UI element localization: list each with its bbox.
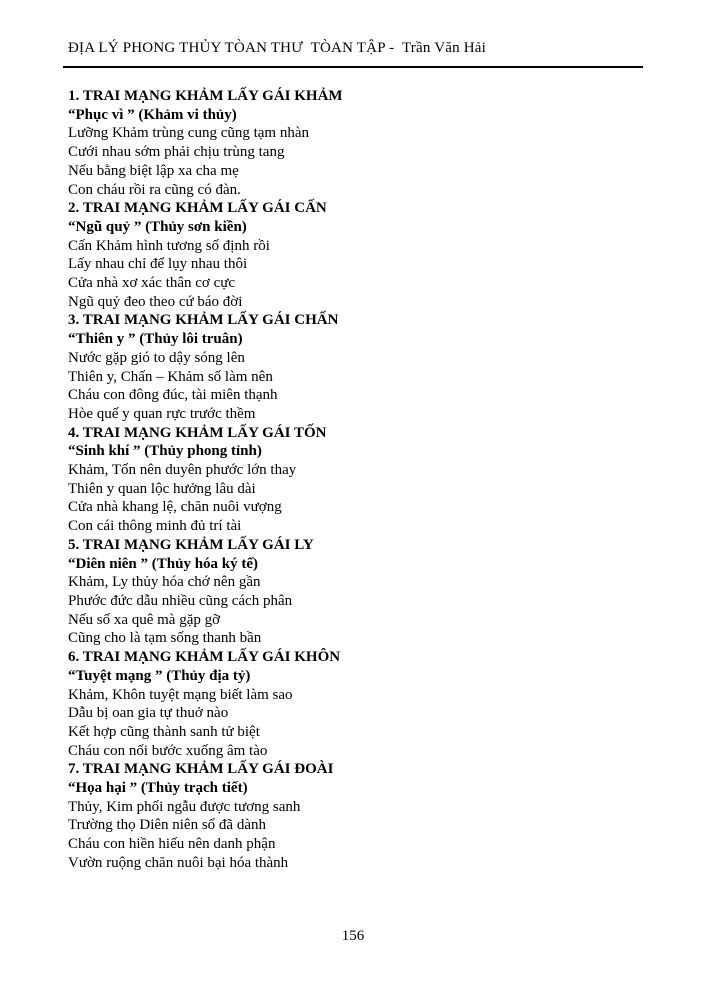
verse-line: Vườn ruộng chăn nuôi bại hóa thành [68,854,289,871]
section-subtitle: “Ngũ quỷ ” (Thủy sơn kiền) [68,218,247,235]
verse-line: Thủy, Kim phối ngẫu được tương sanh [68,798,301,815]
verse-line: Hòe quế y quan rực trước thềm [68,405,256,422]
verse-line: Kết hợp cũng thành sanh tử biệt [68,723,260,740]
section-title: 5. TRAI MẠNG KHẢM LẤY GÁI LY [68,536,314,553]
verse-line: Cửa nhà khang lệ, chăn nuôi vượng [68,499,282,516]
section [68,87,628,199]
section-subtitle: “Diên niên ” (Thủy hóa ký tế) [68,555,259,572]
verse-line: Thiên y, Chấn – Khảm số làm nên [68,368,273,385]
section-title: 6. TRAI MẠNG KHẢM LẤY GÁI KHÔN [68,649,341,666]
verse-line: Con cái thông minh đủ trí tài [68,518,242,535]
verse-line: Cháu con đông đúc, tài miên thạnh [68,387,278,404]
verse-line: Cấn Khảm hình tương số định rồi [68,237,270,254]
section-subtitle: “Thiên y ” (Thủy lôi truân) [68,331,243,348]
verse-line: Cháu con nối bước xuống âm tào [68,742,268,759]
section-subtitle: “Họa hại ” (Thủy trạch tiết) [68,780,248,797]
section-title: 3. TRAI MẠNG KHẢM LẤY GÁI CHẤN [68,312,339,329]
section [68,424,628,536]
verse-line: Phước đức dẫu nhiều cũng cách phân [68,592,293,609]
verse-line: Cháu con hiền hiếu nên danh phận [68,836,276,853]
verse-line: Con cháu rồi ra cũng có đàn. [68,181,241,198]
verse-line: Cũng cho là tạm sống thanh bần [68,630,262,647]
section-title: 1. TRAI MẠNG KHẢM LẤY GÁI KHẢM [68,88,343,104]
header-divider [63,66,643,68]
section-title: 4. TRAI MẠNG KHẢM LẤY GÁI TỐN [68,424,327,441]
section [68,536,628,648]
verse-line: Dẫu bị oan gia tự thuở nào [68,705,229,722]
section [68,199,628,311]
page-header-title: ĐỊA LÝ PHONG THỦY TÒAN THƯ TÒAN TẬP - Trần Văn Hải [68,40,487,56]
verse-line: Thiên y quan lộc hưởng lâu dài [68,480,256,497]
section [68,311,628,423]
verse-line: Lấy nhau chỉ để lụy nhau thôi [68,256,248,273]
verse-line: Khảm, Khôn tuyệt mạng biết làm sao [68,686,293,703]
verse-line: Nước gặp gió to dậy sóng lên [68,349,245,366]
verse-line: Nếu bằng biệt lập xa cha mẹ [68,162,239,179]
section [68,760,628,872]
section-subtitle: “Sinh khí ” (Thủy phong tỉnh) [68,443,262,460]
section-subtitle: “Tuyệt mạng ” (Thủy địa tỷ) [68,667,251,684]
verse-line: Ngũ quỷ đeo theo cứ báo đời [68,293,243,310]
verse-line: Khảm, Ly thủy hóa chớ nên gần [68,574,261,591]
section-subtitle: “Phục vì ” (Khảm vi thủy) [68,106,237,123]
verse-line: Nếu số xa quê mà gặp gỡ [68,611,221,628]
page-body [68,87,628,873]
verse-line: Cưới nhau sớm phải chịu trùng tang [68,144,285,161]
verse-line: Khảm, Tốn nên duyên phước lớn thay [68,462,297,479]
verse-line: Lưỡng Khảm trùng cung cũng tạm nhàn [68,125,310,142]
verse-line: Cửa nhà xơ xác thân cơ cực [68,275,236,292]
section [68,648,628,760]
page-number: 156 [341,928,365,944]
verse-line: Trường thọ Diên niên số đã dành [68,817,266,834]
section-title: 2. TRAI MẠNG KHẢM LẤY GÁI CẤN [68,200,327,217]
section-title: 7. TRAI MẠNG KHẢM LẤY GÁI ĐOÀI [68,761,334,778]
